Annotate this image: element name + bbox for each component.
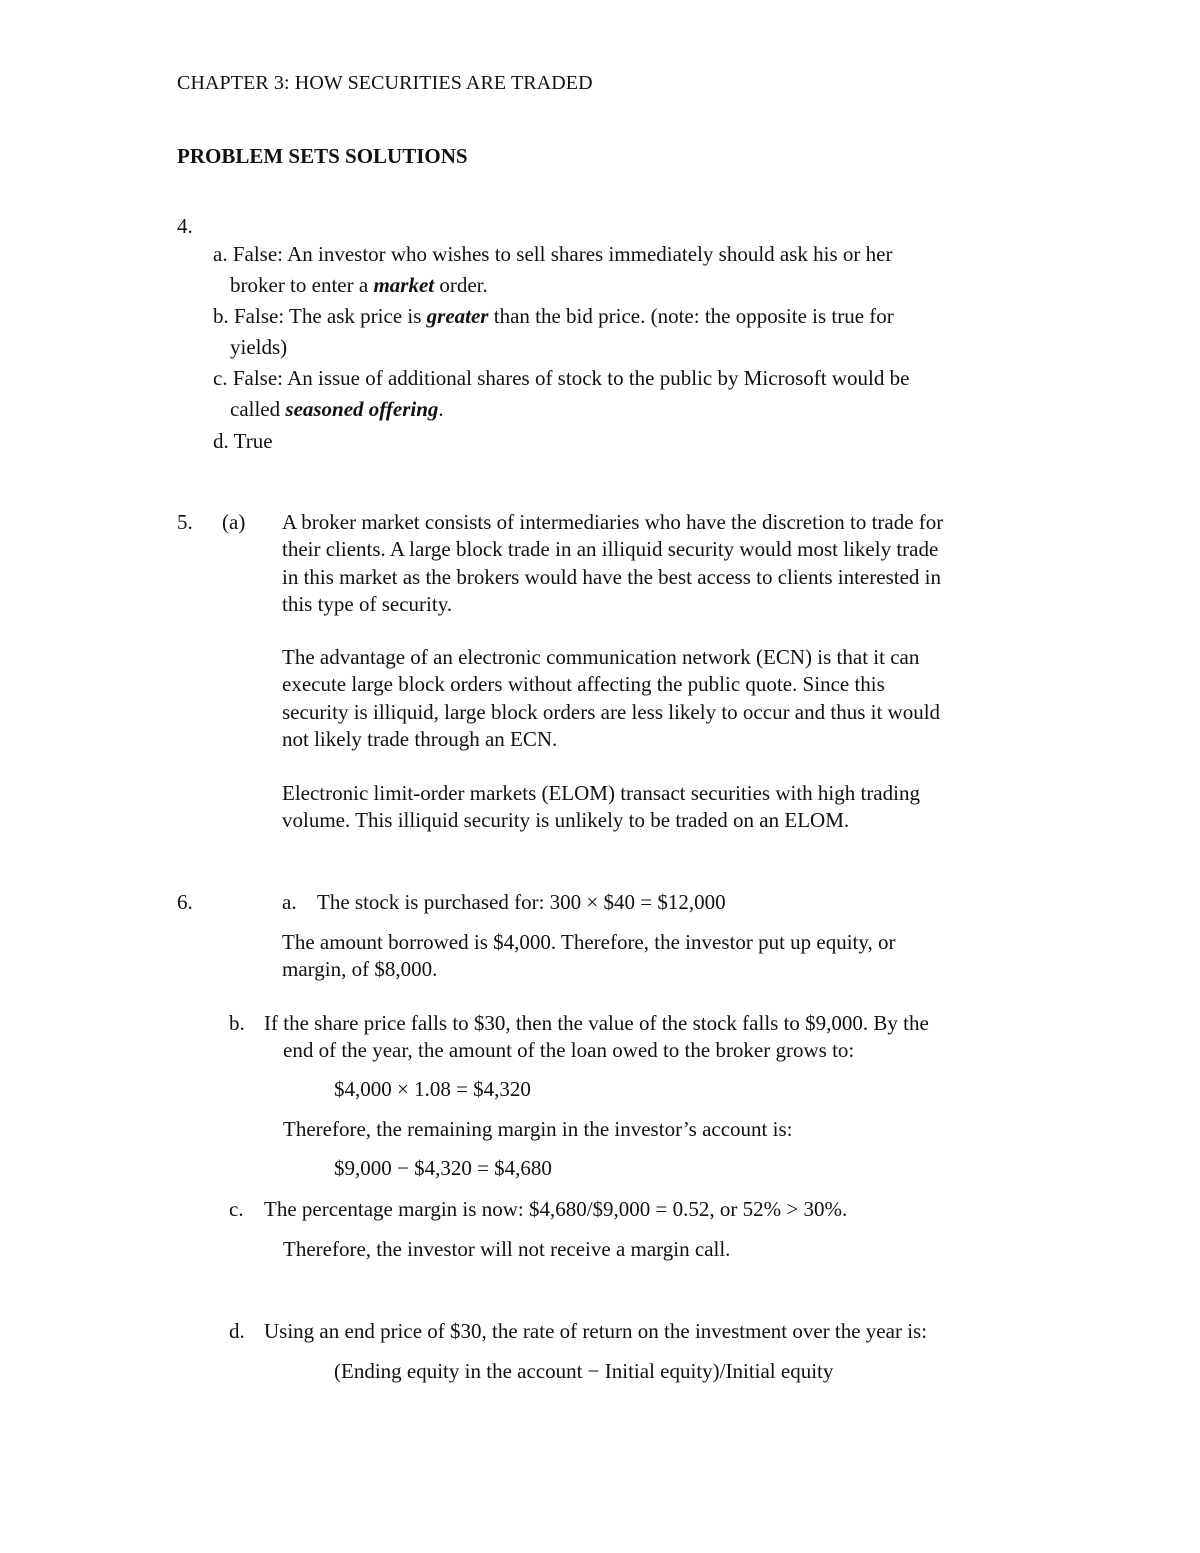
q6-a-paragraph: [282, 929, 1042, 984]
q4-item-b-line2: yields): [230, 335, 288, 359]
q5-paragraph-2: [282, 644, 1042, 753]
q4-a-emphasis: market: [373, 273, 435, 297]
q4-b-text: b. False: The ask price is: [213, 304, 427, 328]
q6-c-text-2: Therefore, the investor will not receive a margin call.: [283, 1237, 731, 1261]
q4-item-a-line1: a. False: An investor who wishes to sell shares immediately should ask his or her: [213, 242, 893, 266]
q6-b-label: b.: [229, 1011, 245, 1035]
q4-item-b-line1: [213, 303, 894, 330]
q5-p3-line: Electronic limit-order markets (ELOM) transact securities with high trading: [282, 781, 920, 805]
q5-p2-line: not likely trade through an ECN.: [282, 726, 558, 751]
q5-part-label: (a): [222, 510, 246, 534]
q6-a-para-line: margin, of $8,000.: [282, 957, 438, 982]
q5-p1-line: in this market as the brokers would have the best access to clients interested in: [282, 564, 941, 589]
q5-p3-line: volume. This illiquid security is unlikely to be traded on an ELOM.: [282, 808, 850, 833]
q6-d-equation: (Ending equity in the account − Initial equity)/Initial equity: [334, 1359, 834, 1383]
q6-c-text: The percentage margin is now: $4,680/$9,000 = 0.52, or 52% > 30%.: [264, 1197, 848, 1221]
q4-item-a-line2: [230, 272, 488, 299]
question-4-number: 4.: [177, 214, 193, 238]
q4-item-c-line1: c. False: An issue of additional shares of stock to the public by Microsoft would be: [213, 366, 910, 390]
q6-c-label: c.: [229, 1197, 244, 1221]
q4-item-d: d. True: [213, 429, 273, 453]
q5-p2-line: The advantage of an electronic communication network (ECN) is that it can: [282, 645, 920, 669]
page-title: PROBLEM SETS SOLUTIONS: [177, 144, 468, 168]
q6-b-equation-2: $9,000 − $4,320 = $4,680: [334, 1156, 552, 1180]
q4-a-text-end: order.: [434, 273, 488, 297]
q4-b-emphasis: greater: [426, 304, 489, 328]
q5-paragraph-3: [282, 780, 1042, 835]
q4-c-text-end: .: [438, 397, 444, 421]
q6-a-text: The stock is purchased for: 300 × $40 = $12,000: [317, 890, 726, 914]
q6-b-equation-1: $4,000 × 1.08 = $4,320: [334, 1077, 531, 1101]
q5-p2-line: security is illiquid, large block orders are less likely to occur and thus it would: [282, 699, 941, 724]
q5-p1-line: their clients. A large block trade in an illiquid security would most likely trade: [282, 537, 939, 562]
q6-d-label: d.: [229, 1319, 245, 1343]
q6-a-label: a.: [282, 890, 297, 914]
q4-c-emphasis: seasoned offering: [285, 397, 439, 421]
q5-paragraph-1: [282, 509, 1042, 618]
q4-a-text: broker to enter a: [230, 273, 374, 297]
q5-p2-line: execute large block orders without affecting the public quote. Since this: [282, 672, 885, 697]
q4-c-text: called: [230, 397, 286, 421]
q6-d-text: Using an end price of $30, the rate of return on the investment over the year is:: [264, 1319, 928, 1343]
q4-item-c-line2: [230, 396, 444, 423]
question-5-number: 5.: [177, 510, 193, 534]
q5-p1-line: A broker market consists of intermediaries who have the discretion to trade for: [282, 510, 944, 534]
question-6-number: 6.: [177, 890, 193, 914]
q6-b-text-2: Therefore, the remaining margin in the investor’s account is:: [283, 1117, 793, 1141]
chapter-heading: CHAPTER 3: HOW SECURITIES ARE TRADED: [177, 72, 593, 94]
q4-b-text-end: than the bid price. (note: the opposite is true for: [488, 304, 894, 328]
q6-b-line2: end of the year, the amount of the loan owed to the broker grows to:: [283, 1038, 855, 1062]
q6-b-line1: If the share price falls to $30, then the value of the stock falls to $9,000. By the: [264, 1011, 929, 1035]
q6-a-para-line: The amount borrowed is $4,000. Therefore, the investor put up equity, or: [282, 930, 896, 954]
q5-p1-line: this type of security.: [282, 591, 453, 616]
